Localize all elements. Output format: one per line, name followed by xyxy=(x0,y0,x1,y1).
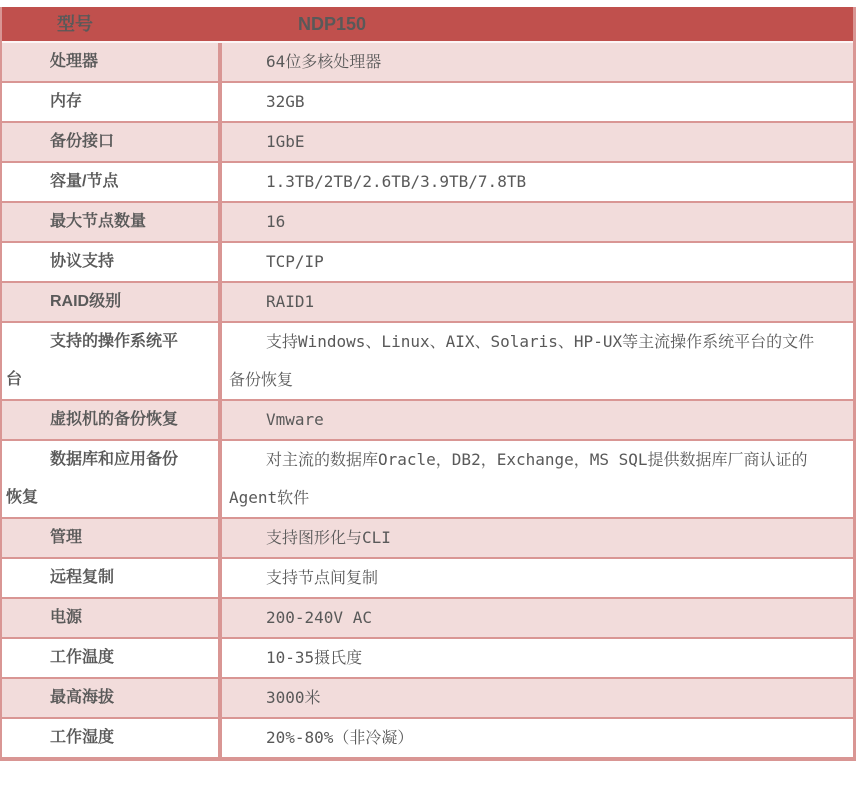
spec-value: 1GbE xyxy=(266,132,305,151)
spec-label: 最高海拔 xyxy=(2,679,222,717)
table-row xyxy=(2,597,853,637)
spec-value: 32GB xyxy=(266,92,305,111)
spec-label: 工作温度 xyxy=(2,639,222,677)
table-row xyxy=(2,399,853,439)
table-row xyxy=(2,121,853,161)
model-number: NDP150 xyxy=(298,14,367,34)
table-row xyxy=(2,201,853,241)
spec-label: 处理器 xyxy=(2,43,222,81)
table-row xyxy=(2,321,853,399)
spec-value: 1.3TB/2TB/2.6TB/3.9TB/7.8TB xyxy=(266,172,527,191)
spec-value: 20%-80%（非冷凝） xyxy=(266,728,414,747)
table-row xyxy=(2,161,853,201)
spec-label: 虚拟机的备份恢复 xyxy=(2,401,222,439)
table-row xyxy=(2,517,853,557)
product-spec-table xyxy=(0,7,856,761)
spec-value: 10-35摄氏度 xyxy=(266,648,363,667)
spec-label: 远程复制 xyxy=(2,559,222,597)
spec-label: 工作湿度 xyxy=(2,719,222,757)
table-row xyxy=(2,241,853,281)
table-row xyxy=(2,677,853,717)
model-header-label: 型号 xyxy=(57,14,93,34)
table-row xyxy=(2,281,853,321)
spec-value: 3000米 xyxy=(266,688,321,707)
spec-label: 协议支持 xyxy=(2,243,222,281)
table-row xyxy=(2,717,853,757)
spec-label: 数据库和应用备份恢复 xyxy=(2,441,222,517)
spec-value: TCP/IP xyxy=(266,252,324,271)
spec-label: 电源 xyxy=(2,599,222,637)
spec-value: 支持Windows、Linux、AIX、Solaris、HP-UX等主流操作系统平台的文件备份恢复 xyxy=(229,332,815,389)
table-row xyxy=(2,439,853,517)
spec-value: 支持图形化与CLI xyxy=(266,528,391,547)
spec-label: 内存 xyxy=(2,83,222,121)
spec-label: RAID级别 xyxy=(2,283,222,321)
table-row xyxy=(2,41,853,81)
spec-label: 容量/节点 xyxy=(2,163,222,201)
spec-value: RAID1 xyxy=(266,292,315,311)
table-row xyxy=(2,637,853,677)
spec-label: 管理 xyxy=(2,519,222,557)
spec-table-header xyxy=(2,7,853,41)
spec-value: 支持节点间复制 xyxy=(266,568,379,587)
spec-table-body xyxy=(2,41,853,757)
spec-value: Vmware xyxy=(266,410,324,429)
spec-value: 对主流的数据库Oracle，DB2，Exchange，MS SQL提供数据库厂商认证的Agent软件 xyxy=(229,450,808,507)
spec-value: 200-240V AC xyxy=(266,608,372,627)
table-row xyxy=(2,557,853,597)
spec-value: 64位多核处理器 xyxy=(266,52,382,71)
spec-label: 备份接口 xyxy=(2,123,222,161)
table-row xyxy=(2,81,853,121)
spec-label: 支持的操作系统平台 xyxy=(2,323,222,399)
spec-label: 最大节点数量 xyxy=(2,203,222,241)
spec-value: 16 xyxy=(266,212,286,231)
